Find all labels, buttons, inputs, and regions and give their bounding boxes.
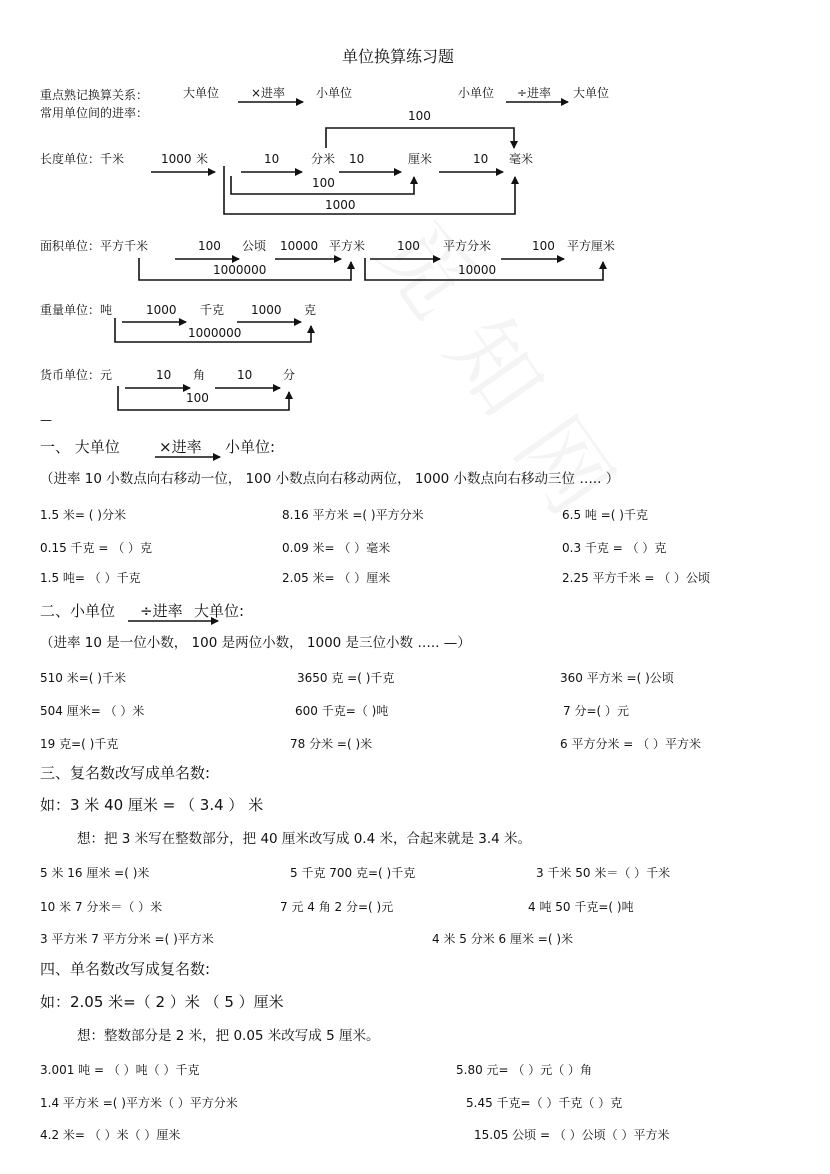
exercise-item: 3 千米 50 米＝（ ）千米	[536, 866, 671, 880]
sec4-heading: 四、单名数改写成复名数:	[40, 960, 211, 978]
exercise-item: 510 米=( )千米	[40, 671, 126, 685]
exercise-item: 10 米 7 分米＝（ ）米	[40, 900, 163, 914]
exercise-item: 4.2 米= （ ）米（ ）厘米	[40, 1128, 181, 1142]
weight-rate-2: 1000	[251, 303, 282, 317]
weight-unit-g: 克	[304, 303, 317, 317]
area-unit-sqdm: 平方分米	[443, 239, 492, 253]
exercise-item: 4 吨 50 千克=( )吨	[528, 900, 634, 914]
money-rate-2: 10	[237, 368, 253, 382]
exercise-item: 0.3 千克 = （ ）克	[562, 541, 667, 555]
length-unit-centimeter: 厘米	[408, 152, 433, 166]
length-bottom-rate: 1000	[325, 198, 356, 212]
weight-rate-1: 1000	[146, 303, 177, 317]
area-rate-4: 100	[532, 239, 555, 253]
sec1-heading-b: 小单位:	[225, 438, 276, 456]
area-rate-1: 100	[198, 239, 221, 253]
exercise-item: 2.05 米= （ ）厘米	[282, 571, 391, 585]
exercise-item: 1.5 米= ( )分米	[40, 508, 126, 522]
exercise-item: 8.16 平方米 =( )平方分米	[282, 508, 424, 522]
length-top-rate: 100	[408, 109, 431, 123]
exercise-item: 5 米 16 厘米 =( )米	[40, 866, 150, 880]
sec4-think: 想：整数部分是 2 米，把 0.05 米改写成 5 厘米。	[77, 1028, 380, 1044]
exercise-item: 19 克=( )千克	[40, 737, 119, 751]
weight-unit-kg: 千克	[200, 303, 225, 317]
area-unit-hectare: 公顷	[242, 239, 267, 253]
length-unit-meter: 米	[196, 152, 209, 166]
sec2-heading-b: 大单位:	[194, 602, 245, 620]
money-unit-jiao: 角	[193, 368, 206, 382]
exercise-item: 4 米 5 分米 6 厘米 =( )米	[432, 932, 574, 946]
sec2-heading-a: 二、小单位	[40, 602, 116, 620]
sec1-heading-mul: ×进率	[159, 438, 202, 456]
area-left-rate: 1000000	[213, 263, 267, 277]
relation-multiply-rate: ×进率	[251, 86, 286, 100]
sec2-heading-div: ÷进率	[140, 602, 183, 620]
exercise-item: 7 元 4 角 2 分=( )元	[280, 900, 394, 914]
exercise-item: 600 千克=（ )吨	[295, 704, 389, 718]
money-rate-1: 10	[156, 368, 172, 382]
sec2-note: （进率 10 是一位小数， 100 是两位小数， 1000 是三位小数 ….. —）	[40, 635, 471, 651]
exercise-item: 6 平方分米 = （ ）平方米	[560, 737, 701, 751]
rates-label: 常用单位间的进率：	[40, 106, 149, 120]
dash-mark: —	[40, 413, 52, 427]
sec3-heading: 三、复名数改写成单名数:	[40, 764, 211, 782]
exercise-item: 504 厘米= （ ）米	[40, 704, 145, 718]
sec1-note: （进率 10 小数点向右移动一位， 100 小数点向右移动两位， 1000 小数点向右移动三位 ….. ）	[40, 471, 620, 487]
length-mid-rate: 100	[312, 176, 335, 190]
relation-small-unit: 小单位	[316, 86, 353, 100]
relation-label: 重点熟记换算关系：	[40, 88, 149, 102]
exercise-item: 1.5 吨= （ ）千克	[40, 571, 141, 585]
exercise-item: 5 千克 700 克=( )千克	[290, 866, 416, 880]
relation-divide-rate: ÷进率	[517, 86, 552, 100]
length-label: 长度单位：千米	[40, 152, 125, 166]
exercise-item: 0.09 米= （ ）毫米	[282, 541, 391, 555]
money-label: 货币单位：元	[40, 368, 113, 382]
exercise-item: 1.4 平方米 =( )平方米（ ）平方分米	[40, 1096, 238, 1110]
area-label: 面积单位：平方千米	[40, 239, 149, 253]
exercise-item: 2.25 平方千米 = （ ）公顷	[562, 571, 711, 585]
relation-small-unit-2: 小单位	[458, 86, 495, 100]
exercise-item: 6.5 吨 =( )千克	[562, 508, 648, 522]
area-rate-2: 10000	[280, 239, 319, 253]
money-unit-fen: 分	[283, 368, 296, 382]
exercise-item: 78 分米 =( )米	[290, 737, 373, 751]
weight-label: 重量单位：吨	[40, 303, 113, 317]
length-rate-3: 10	[349, 152, 365, 166]
weight-big-rate: 1000000	[188, 326, 242, 340]
exercise-item: 7 分=( ）元	[563, 704, 630, 718]
exercise-item: 3650 克 =( )千克	[297, 671, 395, 685]
area-right-rate: 10000	[458, 263, 497, 277]
sec3-example: 如：3 米 40 厘米 = （ 3.4 ） 米	[40, 796, 264, 814]
page-title: 单位换算练习题	[342, 47, 455, 66]
sec1-heading-a: 一、 大单位	[40, 438, 120, 456]
exercise-item: 3 平方米 7 平方分米 =( )平方米	[40, 932, 214, 946]
relation-big-unit: 大单位	[183, 86, 220, 100]
length-rate-4: 10	[473, 152, 489, 166]
length-unit-millimeter: 毫米	[509, 152, 534, 166]
length-rate-1: 1000	[161, 152, 192, 166]
sec3-think: 想：把 3 米写在整数部分，把 40 厘米改写成 0.4 米，合起来就是 3.4 米。	[77, 831, 532, 847]
exercise-item: 3.001 吨 = （ ）吨（ ）千克	[40, 1063, 200, 1077]
exercise-item: 5.45 千克=（ ）千克（ ）克	[466, 1096, 623, 1110]
length-rate-2: 10	[264, 152, 280, 166]
length-unit-decimeter: 分米	[311, 152, 336, 166]
exercise-item: 0.15 千克 = （ ）克	[40, 541, 153, 555]
money-big-rate: 100	[186, 391, 209, 405]
area-rate-3: 100	[397, 239, 420, 253]
exercise-item: 5.80 元= （ ）元（ ）角	[456, 1063, 593, 1077]
area-unit-sqcm: 平方厘米	[567, 239, 616, 253]
exercise-item: 15.05 公顷 = （ ）公顷（ ）平方米	[474, 1128, 670, 1142]
relation-big-unit-2: 大单位	[573, 86, 610, 100]
area-unit-sqm: 平方米	[329, 239, 366, 253]
sec4-example: 如：2.05 米=（ 2 ）米 （ 5 ）厘米	[40, 993, 284, 1011]
exercise-item: 360 平方米 =( )公顷	[560, 671, 674, 685]
